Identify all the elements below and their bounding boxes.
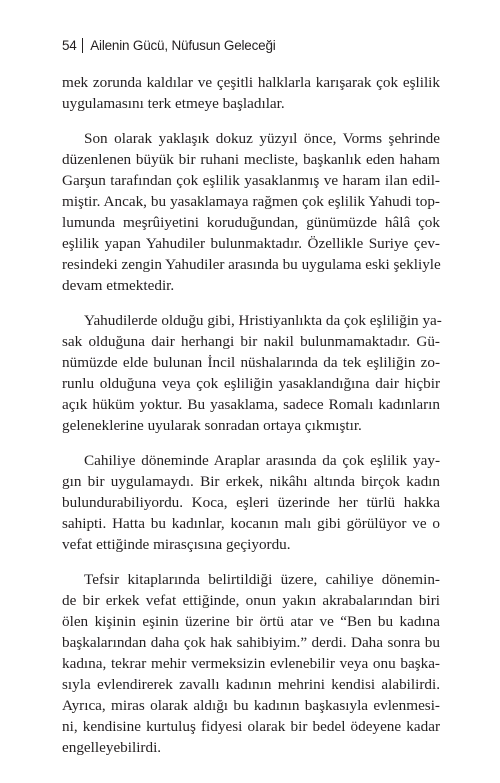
paragraph bbox=[62, 310, 440, 436]
text-line: başkalarından daha çok hak sahibiyim.” derdi. Daha sonra bu bbox=[62, 634, 440, 651]
paragraph bbox=[62, 128, 440, 296]
text-line: miştir. Ancak, bu yasaklamaya rağmen çok eşlilik Yahudi top- bbox=[62, 193, 440, 210]
text-line: ölen kişinin eşinin üzerine bir örtü atar ve “Ben bu kadına bbox=[62, 613, 440, 630]
text-line: engelleyebilirdi. bbox=[62, 739, 162, 756]
text-line: düzenlenen büyük bir ruhani mecliste, başkanlık eden haham bbox=[62, 151, 440, 168]
text-line: bulundurabiliyordu. Koca, eşleri üzerinde her türlü hakka bbox=[62, 494, 440, 511]
book-title: Ailenin Gücü, Nüfusun Geleceği bbox=[90, 38, 276, 53]
paragraph bbox=[62, 450, 440, 555]
text-line: geleneklerine uyularak sonradan ortaya çıkmıştır. bbox=[62, 417, 362, 434]
text-line: mek zorunda kaldılar ve çeşitli halklarla karışarak çok eşlilik bbox=[62, 74, 440, 91]
running-header bbox=[62, 38, 276, 53]
body-text bbox=[62, 72, 440, 772]
paragraph bbox=[62, 72, 440, 114]
text-line: açık hüküm yoktur. Bu yasaklama, sadece Romalı kadınların bbox=[62, 396, 440, 413]
text-line: Ayrıca, miras olarak aldığı bu kadının başkasıyla evlenmesi- bbox=[62, 697, 440, 714]
text-line: vefat ettiğinde mirasçısına geçiyordu. bbox=[62, 536, 291, 553]
text-line: sak olduğuna dair herhangi bir nakil bulunmamaktadır. Gü- bbox=[62, 333, 440, 350]
text-line: resindeki zengin Yahudiler arasında bu uygulama eski şekliyle bbox=[62, 256, 441, 273]
text-line: Garşun tarafından çok eşlilik yasaklanmış ve haram ilan edil- bbox=[62, 172, 440, 189]
text-line: kadına, tekrar mehir vermeksizin evlenebilir veya onu başka- bbox=[62, 655, 440, 672]
text-line: uygulamasını terk etmeye başladılar. bbox=[62, 95, 285, 112]
text-line: gın bir uygulamaydı. Bir erkek, nikâhı altında birçok kadın bbox=[62, 473, 440, 490]
page-number: 54 bbox=[62, 38, 77, 53]
text-line: devam etmektedir. bbox=[62, 277, 175, 294]
paragraph bbox=[62, 569, 440, 758]
text-line: Cahiliye döneminde Araplar arasında da çok eşlilik yay- bbox=[84, 452, 440, 469]
text-line: eşlilik yapan Yahudiler bulunmaktadır. Özellikle Suriye çev- bbox=[62, 235, 440, 252]
text-line: Tefsir kitaplarında belirtildiği üzere, cahiliye dönemin- bbox=[84, 571, 440, 588]
text-line: sahipti. Hatta bu kadınlar, kocanın malı gibi görülüyor ve o bbox=[62, 515, 440, 532]
text-line: runlu olduğuna veya çok eşliliğin yasaklandığına dair hiçbir bbox=[62, 375, 440, 392]
text-line: Son olarak yaklaşık dokuz yüzyıl önce, Vorms şehrinde bbox=[84, 130, 440, 147]
text-line: Yahudilerde olduğu gibi, Hristiyanlıkta da çok eşliliğin ya- bbox=[84, 312, 442, 329]
text-line: nümüzde elde bulunan İncil nüshalarında da tek eşliliğin zo- bbox=[62, 354, 440, 371]
text-line: ni, kendisine kurtuluş fidyesi olarak bir bedel ödeyene kadar bbox=[62, 718, 440, 735]
text-line: sıyla evlendirerek zavallı kadının mehrini kendisi alabilirdi. bbox=[62, 676, 440, 693]
header-separator bbox=[82, 38, 84, 53]
text-line: de bir erkek vefat ettiğinde, onun yakın akrabalarından biri bbox=[62, 592, 440, 609]
text-line: lumunda meşrûiyetini koruduğundan, günümüzde hâlâ çok bbox=[62, 214, 440, 231]
